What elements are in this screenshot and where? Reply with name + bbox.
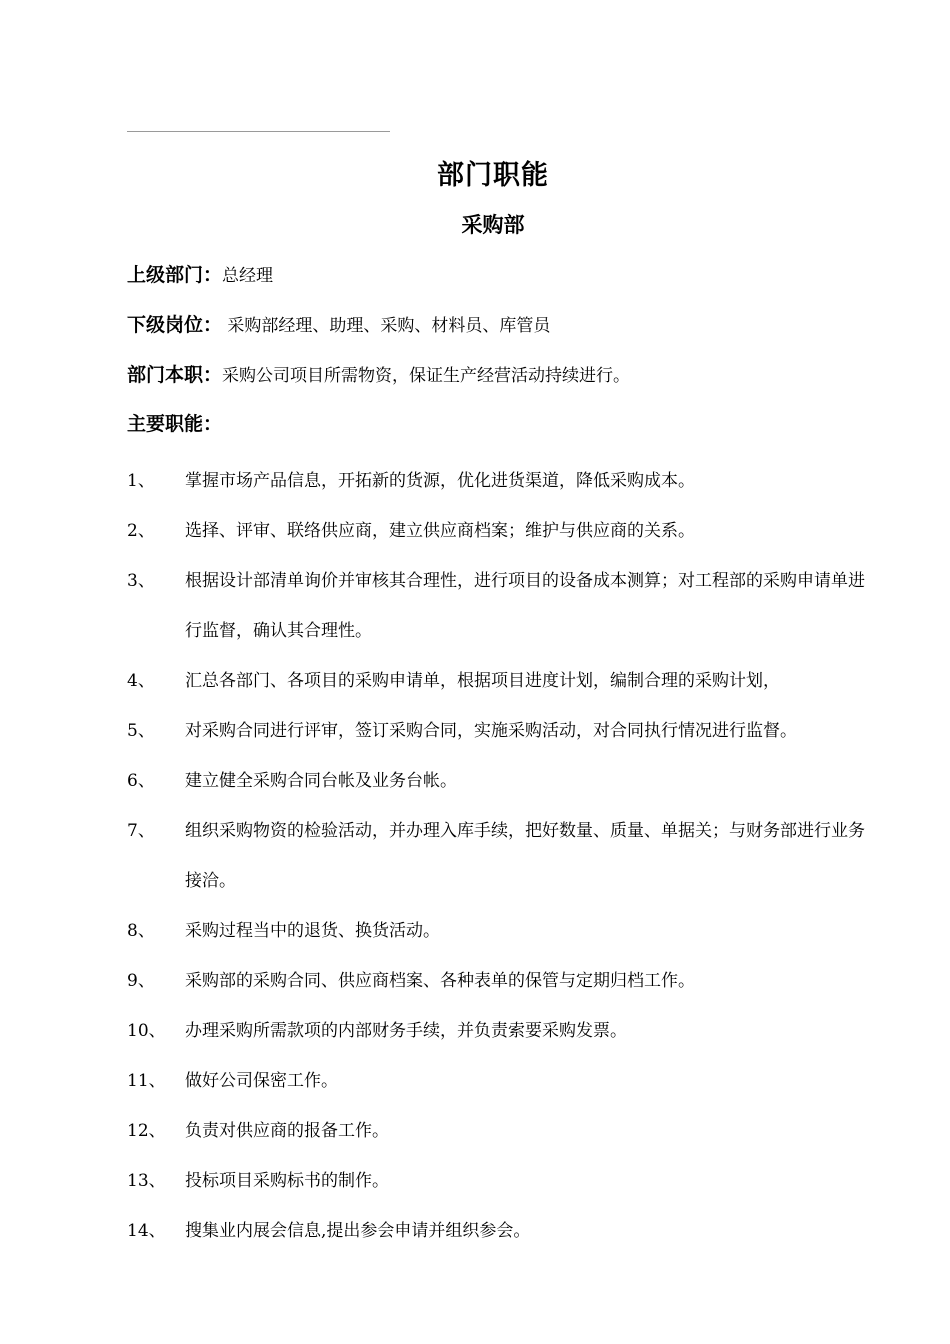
main-functions-heading: 主要职能：: [127, 413, 223, 435]
list-item-text: 掌握市场产品信息，开拓新的货源，优化进货渠道，降低采购成本。: [185, 471, 695, 491]
list-item-text: 建立健全采购合同台帐及业务台帐。: [185, 771, 457, 791]
list-item: [127, 656, 887, 706]
list-item: [127, 556, 887, 656]
superior-department-row: [127, 258, 887, 292]
list-item-text: 投标项目采购标书的制作。: [185, 1171, 389, 1191]
list-item: [127, 906, 887, 956]
list-item-text: 负责对供应商的报备工作。: [185, 1121, 389, 1141]
list-item-number: 2、: [127, 521, 155, 541]
list-item: [127, 1056, 887, 1106]
list-item-number: 4、: [127, 671, 155, 691]
list-item-number: 13、: [127, 1171, 166, 1191]
list-item-text: 搜集业内展会信息,提出参会申请并组织参会。: [185, 1221, 531, 1241]
header-rule: [127, 131, 390, 132]
subordinate-positions-value: 采购部经理、助理、采购、材料员、库管员: [222, 316, 551, 336]
list-item-text: 采购部的采购合同、供应商档案、各种表单的保管与定期归档工作。: [185, 971, 695, 991]
list-item: [127, 1006, 887, 1056]
list-item-text: 组织采购物资的检验活动，并办理入库手续，把好数量、质量、单据关；与财务部进行业务接洽。: [185, 821, 865, 891]
list-item-text: 选择、评审、联络供应商，建立供应商档案；维护与供应商的关系。: [185, 521, 695, 541]
document-title: 部门职能: [437, 160, 549, 191]
list-item-number: 12、: [127, 1121, 166, 1141]
list-item: [127, 1156, 887, 1206]
list-item: [127, 506, 887, 556]
superior-department-label: 上级部门：: [127, 264, 223, 286]
superior-department-value: 总经理: [222, 266, 274, 286]
list-item-number: 8、: [127, 921, 155, 941]
list-item: [127, 756, 887, 806]
subordinate-positions-row: [127, 308, 887, 342]
list-item-number: 6、: [127, 771, 155, 791]
subordinate-positions-label: 下级岗位：: [127, 314, 223, 336]
list-item-text: 做好公司保密工作。: [185, 1071, 338, 1091]
list-item-number: 9、: [127, 971, 155, 991]
list-item-number: 10、: [127, 1021, 166, 1041]
list-item: [127, 1106, 887, 1156]
department-duty-value: 采购公司项目所需物资，保证生产经营活动持续进行。: [222, 366, 631, 386]
main-functions-list: [127, 456, 887, 1256]
department-duty-label: 部门本职：: [127, 364, 223, 386]
list-item-number: 14、: [127, 1221, 166, 1241]
list-item-number: 1、: [127, 471, 155, 491]
department-name: 采购部: [461, 212, 525, 237]
list-item-number: 11、: [127, 1071, 166, 1091]
list-item: [127, 706, 887, 756]
list-item-number: 7、: [127, 821, 155, 841]
list-item: [127, 956, 887, 1006]
list-item: [127, 806, 887, 906]
list-item-text: 对采购合同进行评审，签订采购合同，实施采购活动，对合同执行情况进行监督。: [185, 721, 797, 741]
department-duty-row: [127, 358, 887, 392]
list-item-text: 采购过程当中的退货、换货活动。: [185, 921, 440, 941]
list-item-number: 3、: [127, 571, 155, 591]
list-item-text: 办理采购所需款项的内部财务手续，并负责索要采购发票。: [185, 1021, 627, 1041]
list-item: [127, 456, 887, 506]
list-item-text: 根据设计部清单询价并审核其合理性，进行项目的设备成本测算；对工程部的采购申请单进行监督，确认其合理性。: [185, 571, 865, 641]
list-item-text: 汇总各部门、各项目的采购申请单，根据项目进度计划，编制合理的采购计划，: [185, 671, 780, 691]
list-item: [127, 1206, 887, 1256]
list-item-number: 5、: [127, 721, 155, 741]
